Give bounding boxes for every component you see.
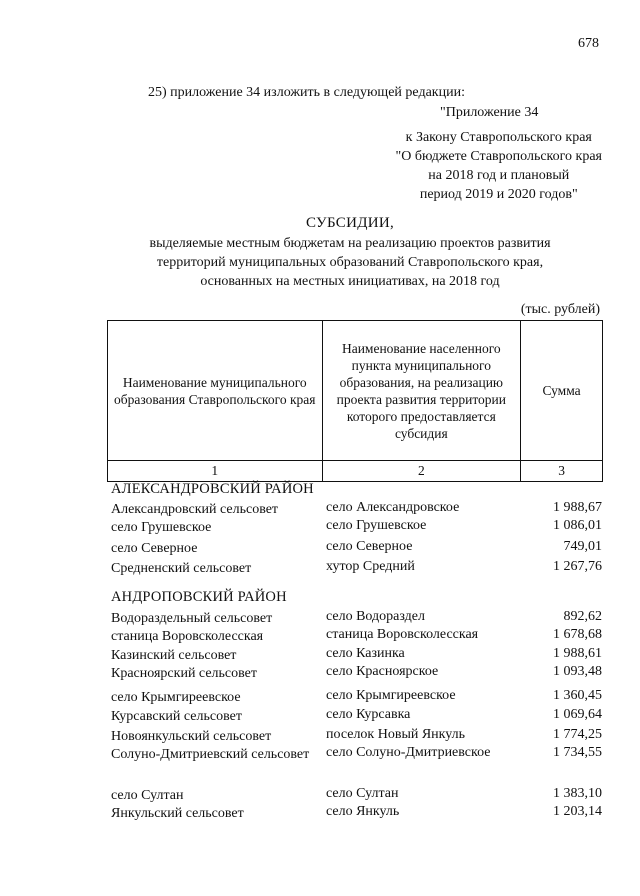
settlement-cell: село Султан (326, 786, 399, 801)
document-subtitle (0, 234, 640, 291)
municipality-cell: Водораздельный сельсовет (111, 611, 273, 626)
settlement-cell: село Грушевское (326, 518, 427, 533)
settlement-cell: поселок Новый Янкуль (326, 727, 466, 742)
column-number: 2 (322, 461, 521, 482)
municipality-cell: село Крымгиреевское (111, 690, 241, 705)
subtitle-line: территорий муниципальных образований Ставропольского края, (156, 255, 544, 270)
municipality-cell: Солуно-Дмитриевский сельсовет (111, 747, 310, 762)
settlement-cell: станица Воровсколесская (326, 627, 479, 642)
settlement-cell: село Крымгиреевское (326, 688, 456, 703)
column-number: 1 (108, 461, 323, 482)
municipality-cell: Янкульский сельсовет (111, 806, 244, 821)
municipality-cell: Курсавский сельсовет (111, 709, 242, 724)
settlement-cell: село Водораздел (326, 609, 425, 624)
settlement-cell: село Солуно-Дмитриевское (326, 745, 491, 760)
document-title: СУБСИДИИ, (305, 215, 395, 231)
table-row (0, 559, 640, 579)
table-row (0, 609, 640, 629)
settlement-cell: село Курсавка (326, 707, 411, 722)
amount-cell: 1 988,61 (553, 646, 602, 661)
municipality-cell: село Султан (111, 788, 184, 803)
amount-cell: 1 383,10 (553, 786, 602, 801)
table-row (0, 727, 640, 747)
table-row (0, 688, 640, 708)
unit-label: (тыс. рублей) (520, 302, 600, 317)
settlement-cell: село Северное (326, 539, 413, 554)
amount-cell: 1 069,64 (553, 707, 602, 722)
table-row (0, 707, 640, 727)
settlement-cell: хутор Средний (326, 559, 415, 574)
municipality-cell: село Грушевское (111, 520, 212, 535)
table-row (0, 804, 640, 824)
subtitle-line: основанных на местных инициативах, на 2018 год (200, 274, 500, 289)
intro-text: 25) приложение 34 изложить в следующей редакции: (148, 85, 465, 100)
municipality-cell: село Северное (111, 541, 198, 556)
appendix-title: "Приложение 34 (440, 105, 539, 120)
appendix-line: "О бюджете Ставропольского края (395, 149, 602, 164)
subtitle-line: выделяемые местным бюджетам на реализацию проектов развития (149, 236, 551, 251)
header-municipality: Наименование муниципального образования Ставропольского края (108, 321, 323, 461)
appendix-line: на 2018 год и плановый (428, 168, 570, 183)
table-header (107, 320, 603, 482)
table-row (0, 786, 640, 806)
table-row (0, 646, 640, 666)
amount-cell: 1 086,01 (553, 518, 602, 533)
district-heading: АНДРОПОВСКИЙ РАЙОН (111, 589, 287, 605)
municipality-cell: Казинский сельсовет (111, 648, 237, 663)
table-row (0, 664, 640, 684)
table-row (0, 518, 640, 538)
amount-cell: 1 988,67 (553, 500, 602, 515)
appendix-line: период 2019 и 2020 годов" (419, 187, 578, 202)
header-settlement: Наименование населенного пункта муниципального образования, на реализацию проекта развития территории которого предоставляется субсидия (322, 321, 521, 461)
settlement-cell: село Александровское (326, 500, 460, 515)
amount-cell: 1 267,76 (553, 559, 602, 574)
municipality-cell: Средненский сельсовет (111, 561, 252, 576)
amount-cell: 892,62 (563, 609, 602, 624)
column-number: 3 (521, 461, 603, 482)
settlement-cell: село Казинка (326, 646, 405, 661)
table-row (0, 539, 640, 559)
amount-cell: 1 360,45 (553, 688, 602, 703)
table-row (0, 745, 640, 785)
table-row (0, 500, 640, 520)
settlement-cell: село Красноярское (326, 664, 439, 679)
amount-cell: 1 203,14 (553, 804, 602, 819)
page-number: 678 (578, 36, 599, 51)
amount-cell: 1 774,25 (553, 727, 602, 742)
municipality-cell: Красноярский сельсовет (111, 666, 257, 681)
header-amount: Сумма (521, 321, 603, 461)
table-row (0, 627, 640, 647)
amount-cell: 1 678,68 (553, 627, 602, 642)
amount-cell: 1 093,48 (553, 664, 602, 679)
municipality-cell: Новоянкульский сельсовет (111, 729, 272, 744)
appendix-line: к Закону Ставропольского края (405, 130, 592, 145)
district-heading: АЛЕКСАНДРОВСКИЙ РАЙОН (111, 481, 314, 497)
municipality-cell: Александровский сельсовет (111, 502, 279, 517)
municipality-cell: станица Воровсколесская (111, 629, 264, 644)
amount-cell: 749,01 (563, 539, 602, 554)
settlement-cell: село Янкуль (326, 804, 400, 819)
appendix-caption (396, 128, 602, 204)
amount-cell: 1 734,55 (553, 745, 602, 760)
